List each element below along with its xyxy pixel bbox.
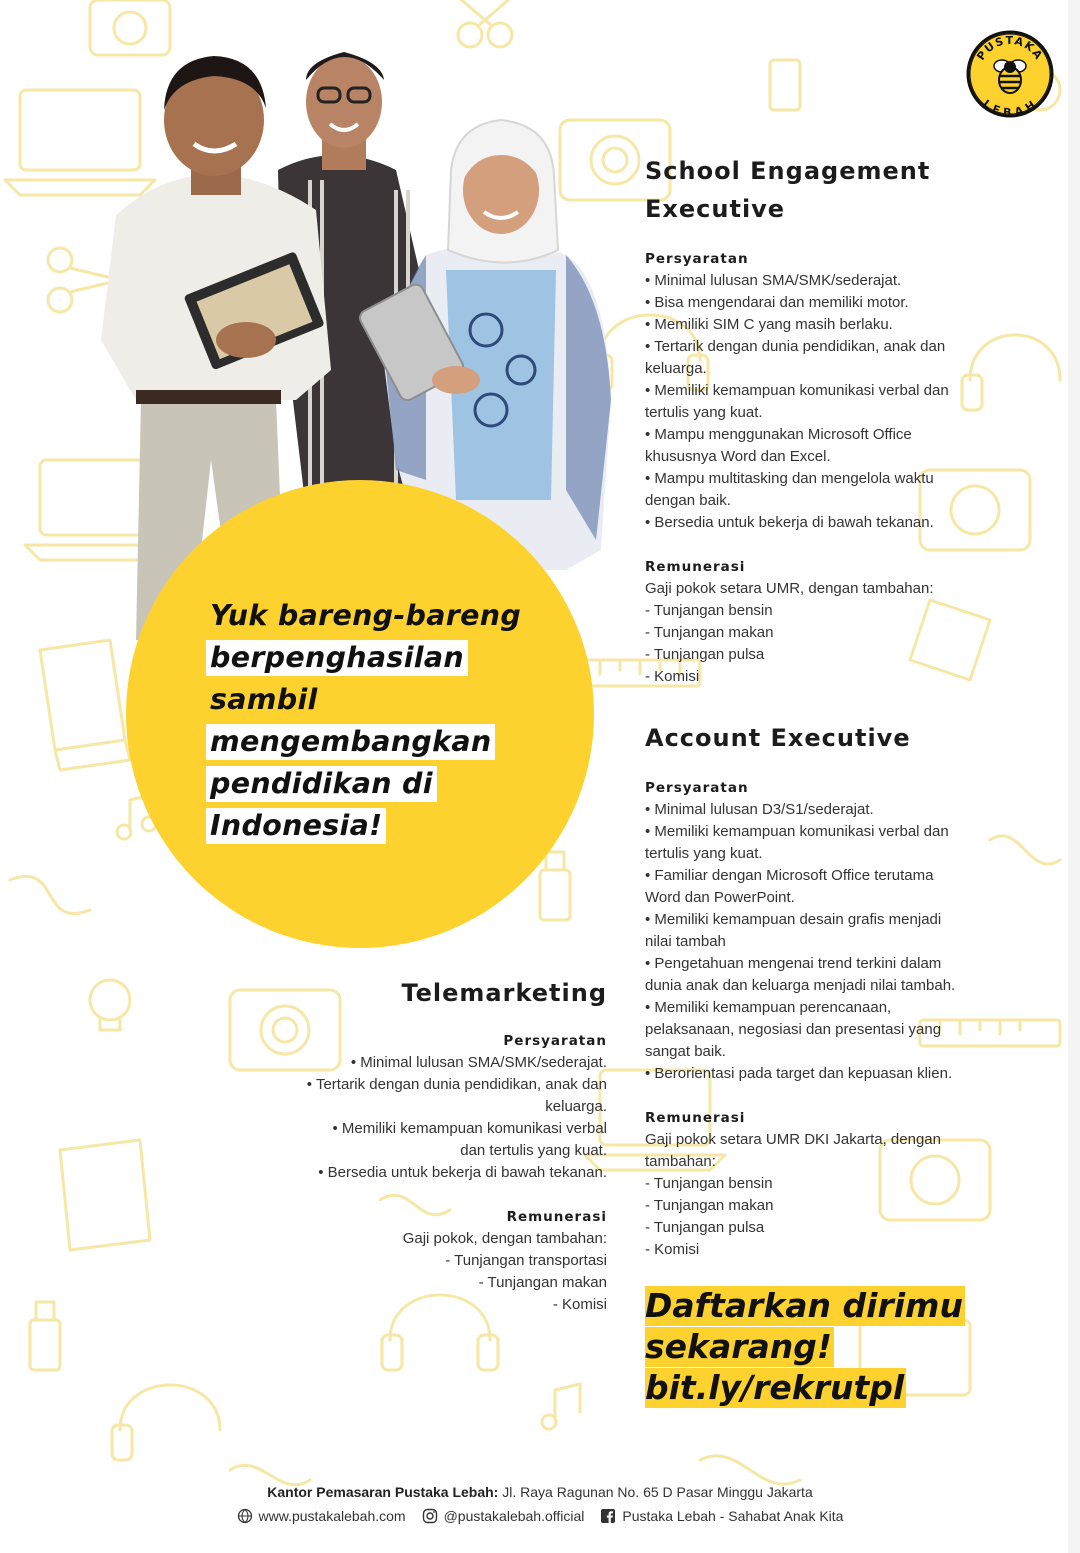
tagline [206, 598, 566, 850]
svg-text:LEBAH: LEBAH [980, 97, 1040, 118]
list-item: dan tertulis yang kuat. [460, 1142, 607, 1159]
job-account-executive [645, 719, 1065, 1261]
list-item: • Bersedia untuk bekerja di bawah tekanan. [645, 514, 934, 531]
list-item: keluarga. [545, 1098, 607, 1115]
remuneration-heading: Remunerasi [645, 559, 746, 575]
requirements-heading: Persyaratan [645, 780, 749, 796]
tagline-line-5: pendidikan di [206, 766, 437, 802]
globe-icon [237, 1508, 253, 1524]
requirements-list [645, 799, 1065, 1085]
list-item: - Tunjangan makan [645, 624, 774, 641]
requirements-list [645, 270, 1065, 534]
list-item: Gaji pokok, dengan tambahan: [402, 1230, 607, 1247]
list-item: • Memiliki kemampuan perencanaan, [645, 999, 892, 1016]
facebook-link[interactable]: Pustaka Lebah - Sahabat Anak Kita [622, 1508, 844, 1524]
office-address-text: Jl. Raya Ragunan No. 65 D Pasar Minggu Jakarta [502, 1484, 813, 1500]
list-item: Word dan PowerPoint. [645, 889, 795, 906]
list-item: - Komisi [552, 1296, 607, 1313]
list-item: - Tunjangan makan [645, 1197, 774, 1214]
list-item: • Bersedia untuk bekerja di bawah tekanan. [318, 1164, 607, 1181]
list-item: • Bisa mengendarai dan memiliki motor. [645, 294, 909, 311]
job-title-line-2: Executive [645, 195, 786, 223]
list-item: khususnya Word dan Excel. [645, 448, 831, 465]
cta-line-1: Daftarkan dirimu [645, 1286, 963, 1325]
list-item: - Tunjangan pulsa [645, 646, 765, 663]
registration-link[interactable]: bit.ly/rekrutpl [645, 1368, 905, 1407]
list-item: • Berorientasi pada target dan kepuasan klien. [645, 1065, 953, 1082]
list-item: • Memiliki kemampuan komunikasi verbal dan [645, 382, 949, 399]
requirements-list [270, 1052, 607, 1184]
instagram-link[interactable]: @pustakalebah.official [443, 1508, 585, 1524]
list-item: • Memiliki kemampuan komunikasi verbal dan [645, 823, 949, 840]
list-item: pelaksanaan, negosiasi dan presentasi yang [645, 1021, 942, 1038]
pustaka-lebah-logo [966, 30, 1054, 118]
list-item: keluarga. [645, 360, 707, 377]
office-label: Kantor Pemasaran Pustaka Lebah: [267, 1484, 499, 1500]
list-item: dunia anak dan keluarga menjadi nilai tambah. [645, 977, 956, 994]
facebook-icon [600, 1508, 616, 1524]
list-item: • Tertarik dengan dunia pendidikan, anak dan [645, 338, 946, 355]
remuneration-list [645, 1129, 1065, 1261]
list-item: sangat baik. [645, 1043, 726, 1060]
remuneration-heading: Remunerasi [506, 1209, 607, 1225]
page-edge [1068, 0, 1080, 1553]
office-address [0, 1480, 1080, 1504]
list-item: Gaji pokok setara UMR, dengan tambahan: [645, 580, 934, 597]
tagline-line-1: Yuk bareng-bareng [210, 599, 522, 632]
list-item: • Mampu multitasking dan mengelola waktu [645, 470, 934, 487]
list-item: • Minimal lulusan D3/S1/sederajat. [645, 801, 874, 818]
list-item: • Familiar dengan Microsoft Office terutama [645, 867, 934, 884]
remuneration-list [645, 578, 1065, 688]
list-item: - Tunjangan pulsa [645, 1219, 765, 1236]
tagline-line-6: Indonesia! [206, 808, 386, 844]
job-title: Telemarketing [401, 979, 607, 1007]
list-item: - Tunjangan transportasi [445, 1252, 607, 1269]
list-item: nilai tambah [645, 933, 726, 950]
remuneration-list [270, 1228, 607, 1316]
list-item: • Minimal lulusan SMA/SMK/sederajat. [645, 272, 902, 289]
list-item: tertulis yang kuat. [645, 404, 763, 421]
social-links [0, 1504, 1080, 1528]
list-item: • Memiliki SIM C yang masih berlaku. [645, 316, 893, 333]
list-item: Gaji pokok setara UMR DKI Jakarta, dengan [645, 1131, 941, 1148]
list-item: • Minimal lulusan SMA/SMK/sederajat. [350, 1054, 607, 1071]
job-telemarketing [270, 974, 607, 1316]
tagline-line-2: berpenghasilan [206, 640, 468, 676]
list-item: - Komisi [645, 1241, 700, 1258]
list-item: tertulis yang kuat. [645, 845, 763, 862]
list-item: dengan baik. [645, 492, 731, 509]
list-item: • Tertarik dengan dunia pendidikan, anak dan [306, 1076, 607, 1093]
job-title [645, 152, 1065, 228]
list-item: • Memiliki kemampuan desain grafis menjadi [645, 911, 942, 928]
list-item: - Tunjangan makan [478, 1274, 607, 1291]
instagram-icon [422, 1508, 438, 1524]
footer [0, 1480, 1080, 1528]
cta-line-2: sekarang! [645, 1327, 832, 1366]
tagline-line-4: mengembangkan [206, 724, 495, 760]
tagline-line-3: sambil [210, 683, 318, 716]
job-school-engagement-executive [645, 152, 1065, 688]
requirements-heading: Persyaratan [645, 251, 749, 267]
list-item: • Memiliki kemampuan komunikasi verbal [332, 1120, 607, 1137]
list-item: • Mampu menggunakan Microsoft Office [645, 426, 912, 443]
remuneration-heading: Remunerasi [645, 1110, 746, 1126]
list-item: - Komisi [645, 668, 700, 685]
requirements-heading: Persyaratan [503, 1033, 607, 1049]
job-title: Account Executive [645, 724, 911, 752]
svg-text:PUSTAKA: PUSTAKA [974, 33, 1046, 63]
call-to-action [645, 1286, 1025, 1409]
list-item: • Pengetahuan mengenai trend terkini dalam [645, 955, 942, 972]
job-title-line-1: School Engagement [645, 157, 931, 185]
website-link[interactable]: www.pustakalebah.com [258, 1508, 406, 1524]
list-item: - Tunjangan bensin [645, 602, 773, 619]
list-item: tambahan: [645, 1153, 716, 1170]
list-item: - Tunjangan bensin [645, 1175, 773, 1192]
